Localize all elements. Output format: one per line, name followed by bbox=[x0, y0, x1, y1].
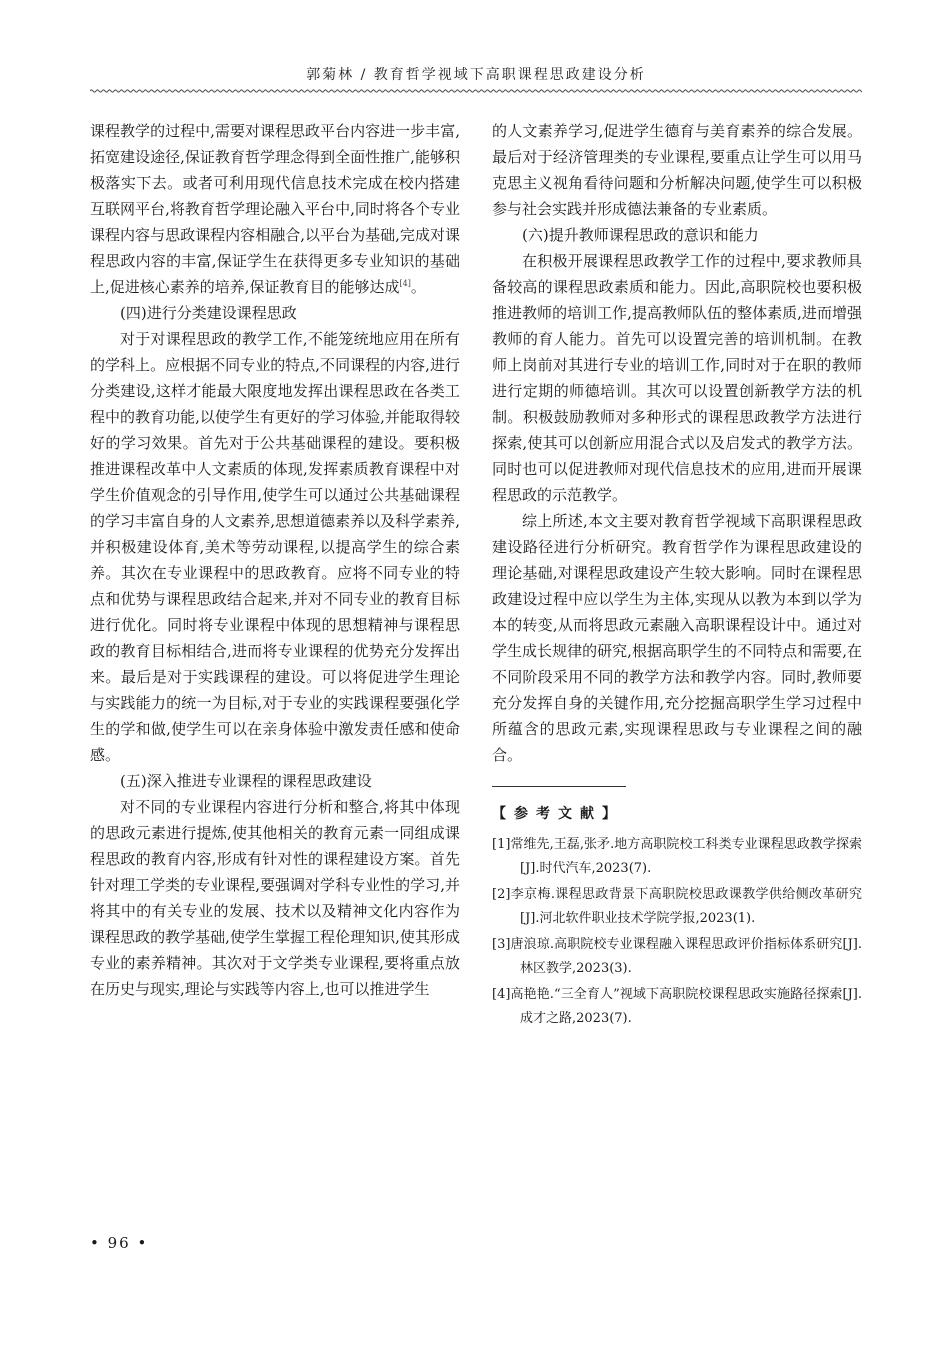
section-heading-4: (四)进行分类建设课程思政 bbox=[120, 304, 297, 322]
paragraph: 的人文素养学习,促进学生德育与美育素养的综合发展。最后对于经济管理类的专业课程,要重点让学生可以用马克思主义视角看待问题和分析解决问题,使学生可以积极参与社会实践并形成德法兼备的专业素质。 bbox=[492, 122, 862, 218]
wavy-line bbox=[90, 88, 862, 94]
left-column bbox=[90, 118, 460, 1002]
references-title: 【参考文献】 bbox=[492, 806, 624, 822]
section-heading-5: (五)深入推进专业课程的课程思政建设 bbox=[120, 772, 372, 790]
citation-marker: [4] bbox=[399, 279, 411, 288]
paragraph bbox=[90, 118, 460, 300]
section-heading-6: (六)提升教师课程思政的意识和能力 bbox=[522, 226, 759, 244]
paragraph-end: 。 bbox=[410, 278, 426, 296]
paragraph: 对于对课程思政的教学工作,不能笼统地应用在所有的学科上。应根据不同专业的特点,不同课程的内容,进行分类建设,这样才能最大限度地发挥出课程思政在各类工程中的教育功能,以使学生有更好的学习体验,并能取得较好的学习效果。首先对于公共基础课程的建设。要积极推进课程改革中人文素质的体现,发挥素质教育课程中对学生价值观念的引导作用,使学生可以通过公共基础课程的学习丰富自身的人文素养,思想道德素养以及科学素养,并积极建设体育,美术等劳动课程,以提高学生的综合素养。其次在专业课程中的思政教育。应将不同专业的特点和优势与课程思政结合起来,并对不同专业的教育目标进行优化。同时将专业课程中体现的思想精神与课程思政的教育目标相结合,进而将专业课程的优势充分发挥出来。最后是对于实践课程的建设。可以将促进学生理论与实践能力的统一为目标,对于专业的实践课程要强化学生的学和做,使学生可以在亲身体验中激发责任感和使命感。 bbox=[90, 330, 460, 764]
paragraph-text: 课程教学的过程中,需要对课程思政平台内容进一步丰富,拓宽建设途径,保证教育哲学理念得到全面性推广,能够积极落实下去。或者可利用现代信息技术完成在校内搭建互联网平台,将教育哲学理论融入平台中,同时将各个专业课程内容与思政课程内容相融合,以平台为基础,完成对课程思政内容的丰富,保证学生在获得更多专业知识的基础上,促进核心素养的培养,保证教育目的能够达成 bbox=[90, 122, 460, 296]
paragraph: 对不同的专业课程内容进行分析和整合,将其中体现的思政元素进行提炼,使其他相关的教育元素一同组成课程思政的教育内容,形成有针对性的课程建设方案。首先针对理工学类的专业课程,要强调对学科专业性的学习,并将其中的有关专业的发展、技术以及精神文化内容作为课程思政的教学基础,使学生掌握工程伦理知识,使其形成专业的素养精神。其次对于文学类专业课程,要将重点放在历史与现实,理论与实践等内容上,也可以推进学生 bbox=[90, 798, 460, 998]
right-column bbox=[492, 118, 862, 1033]
references-list bbox=[492, 833, 862, 1031]
paragraph: 综上所述,本文主要对教育哲学视域下高职课程思政建设路径进行分析研究。教育哲学作为课程思政建设的理论基础,对课程思政建设产生较大影响。同时在课程思政建设过程中应以学生为主体,实现从以教为本到以学为本的转变,从而将思政元素融入高职课程设计中。通过对学生成长规律的研究,根据高职学生的不同特点和需要,在不同阶段采用不同的教学方法和教学内容。同时,教师要充分发挥自身的关键作用,充分挖掘高职学生学习过程中所蕴含的思政元素,实现课程思政与专业课程之间的融合。 bbox=[492, 512, 862, 764]
reference-item: [1]常维先,王磊,张矛.地方高职院校工科类专业课程思政教学探索[J].时代汽车,2023(7). bbox=[492, 837, 862, 876]
reference-item: [2]李京梅.课程思政背景下高职院校思政课教学供给侧改革研究[J].河北软件职业技术学院学报,2023(1). bbox=[492, 887, 862, 926]
page-number: • 96 • bbox=[90, 1234, 149, 1252]
references-divider bbox=[492, 786, 626, 787]
reference-item: [3]唐浪琼.高职院校专业课程融入课程思政评价指标体系研究[J].林区教学,2023(3). bbox=[492, 937, 862, 976]
reference-item: [4]高艳艳.“三全育人”视域下高职院校课程思政实施路径探索[J].成才之路,2023(7). bbox=[492, 987, 862, 1026]
paragraph: 在积极开展课程思政教学工作的过程中,要求教师具备较高的课程思政素质和能力。因此,高职院校也要积极推进教师的培训工作,提高教师队伍的整体素质,进而增强教师的育人能力。首先可以设置完善的培训机制。在教师上岗前对其进行专业的培训工作,同时对于在职的教师进行定期的师德培训。其次可以设置创新教学方法的机制。积极鼓励教师对多种形式的课程思政教学方法进行探索,使其可以创新应用混合式以及启发式的教学方法。同时也可以促进教师对现代信息技术的应用,进而开展课程思政的示范教学。 bbox=[492, 252, 862, 504]
running-header: 郭菊林 / 教育哲学视域下高职课程思政建设分析 bbox=[306, 67, 646, 83]
header-wavy-rule bbox=[90, 88, 862, 94]
